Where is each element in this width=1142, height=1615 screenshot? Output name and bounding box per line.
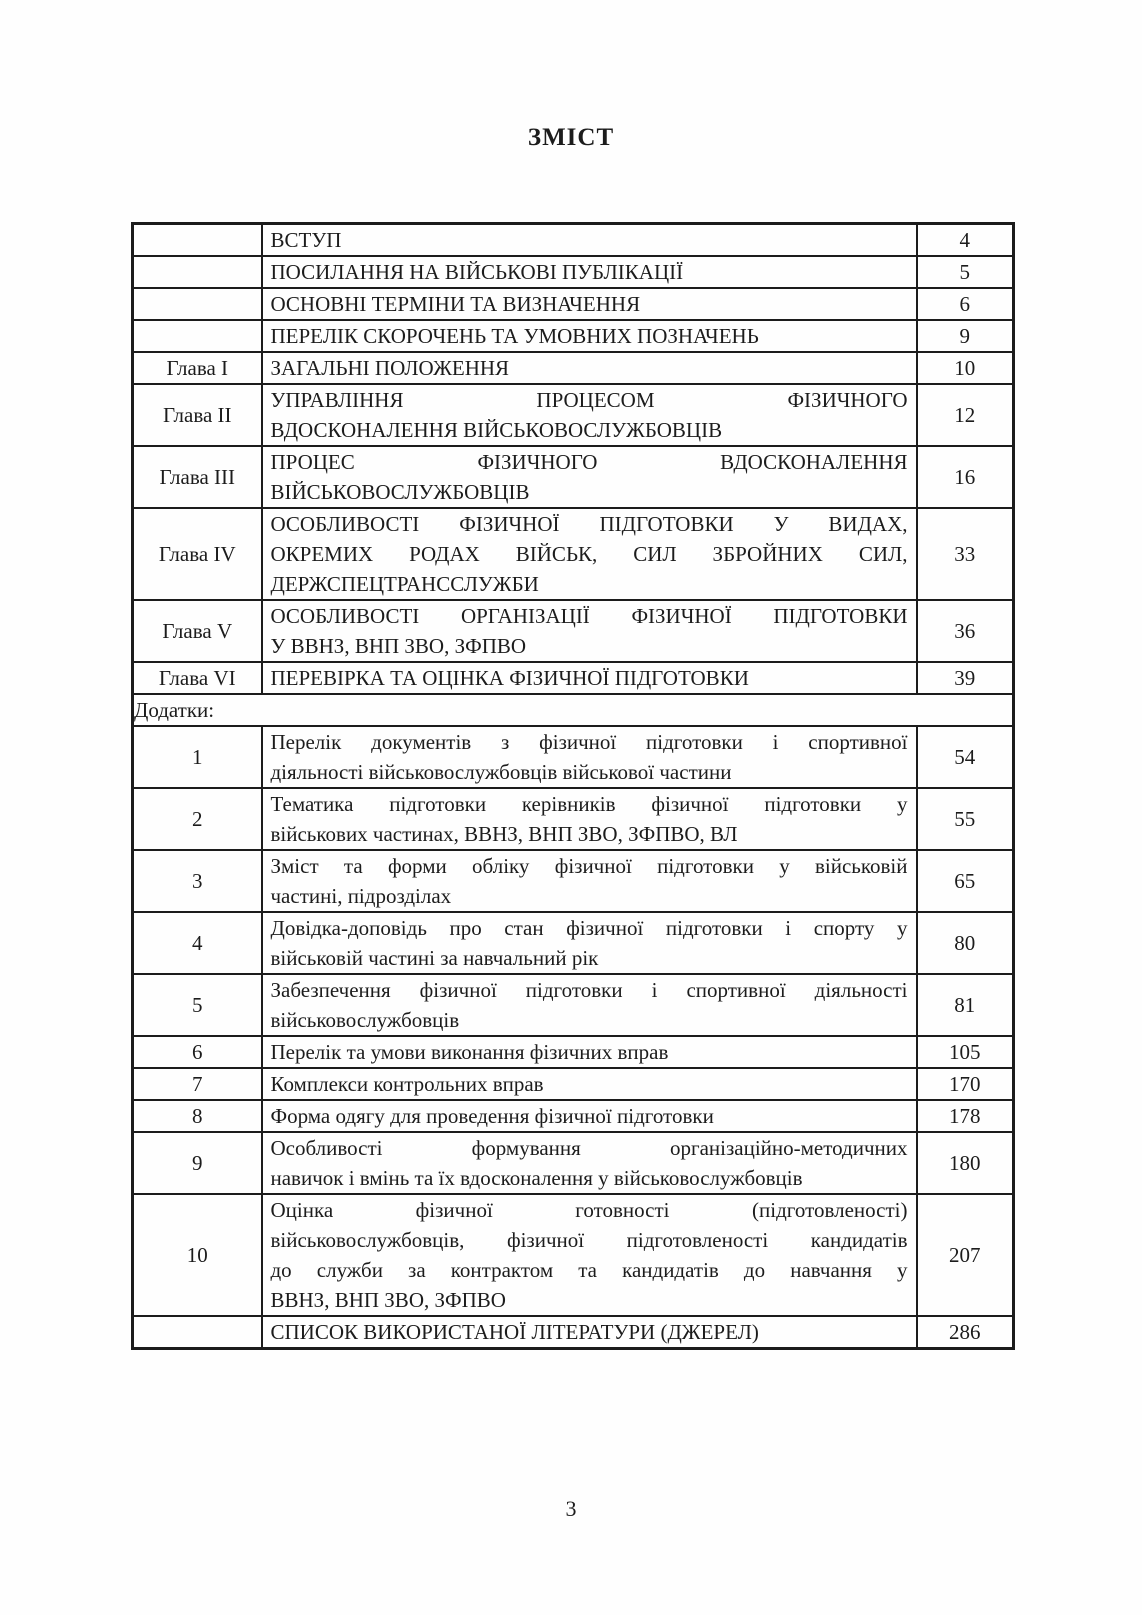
entry-title-line: ПРОЦЕС ФІЗИЧНОГО ВДОСКОНАЛЕННЯ bbox=[270, 450, 908, 474]
entry-title-line: СПИСОК ВИКОРИСТАНОЇ ЛІТЕРАТУРИ (ДЖЕРЕЛ) bbox=[270, 1320, 759, 1344]
entry-title-cell bbox=[262, 974, 917, 1036]
footer-page-number: 3 bbox=[565, 1496, 577, 1521]
page-number-cell: 6 bbox=[917, 288, 1014, 320]
chapter-cell bbox=[133, 256, 262, 288]
chapter-cell bbox=[133, 1316, 262, 1349]
table-row bbox=[133, 600, 1014, 662]
page-number-cell: 9 bbox=[917, 320, 1014, 352]
page-number-cell: 55 bbox=[917, 788, 1014, 850]
entry-title-line: ОСОБЛИВОСТІ ФІЗИЧНОЇ ПІДГОТОВКИ У ВИДАХ, bbox=[270, 512, 908, 536]
page-number-cell: 12 bbox=[917, 384, 1014, 446]
appendix-number-cell: 3 bbox=[133, 850, 262, 912]
entry-title-cell bbox=[262, 1100, 917, 1132]
table-row bbox=[133, 224, 1014, 257]
entry-title-cell bbox=[262, 1316, 917, 1349]
page-title: ЗМІСТ bbox=[527, 124, 615, 151]
page-number-cell: 207 bbox=[917, 1194, 1014, 1316]
page-number-cell: 5 bbox=[917, 256, 1014, 288]
entry-title-cell bbox=[262, 320, 917, 352]
entry-title-line: військовослужбовців, фізичної підготовленості кандидатів bbox=[270, 1228, 908, 1252]
page-number-cell: 81 bbox=[917, 974, 1014, 1036]
entry-title-line: військовослужбовців bbox=[270, 1008, 460, 1032]
appendix-number-cell: 7 bbox=[133, 1068, 262, 1100]
chapter-cell bbox=[133, 288, 262, 320]
table-row bbox=[133, 352, 1014, 384]
entry-title-line: У ВВНЗ, ВНП ЗВО, ЗФПВО bbox=[270, 634, 527, 658]
table-row bbox=[133, 1068, 1014, 1100]
entry-title-line: Форма одягу для проведення фізичної підготовки bbox=[270, 1104, 714, 1128]
table-row bbox=[133, 1036, 1014, 1068]
table-row bbox=[133, 726, 1014, 788]
entry-title-cell bbox=[262, 446, 917, 508]
entry-title-line: Перелік та умови виконання фізичних вправ bbox=[270, 1040, 669, 1064]
entry-title-line: ЗАГАЛЬНІ ПОЛОЖЕННЯ bbox=[270, 356, 510, 380]
page-number-cell: 170 bbox=[917, 1068, 1014, 1100]
entry-title-cell bbox=[262, 726, 917, 788]
table-row bbox=[133, 1100, 1014, 1132]
appendix-number-cell: 6 bbox=[133, 1036, 262, 1068]
page-number-cell: 65 bbox=[917, 850, 1014, 912]
section-row bbox=[133, 694, 1014, 726]
appendix-number-cell: 2 bbox=[133, 788, 262, 850]
table-row bbox=[133, 384, 1014, 446]
table-row bbox=[133, 508, 1014, 600]
entry-title-line: Комплекси контрольних вправ bbox=[270, 1072, 544, 1096]
entry-title-cell bbox=[262, 1068, 917, 1100]
entry-title-line: частині, підрозділах bbox=[270, 884, 452, 908]
entry-title-line: ВВНЗ, ВНП ЗВО, ЗФПВО bbox=[270, 1288, 506, 1312]
entry-title-cell bbox=[262, 384, 917, 446]
entry-title-line: Оцінка фізичної готовності (підготовленості) bbox=[270, 1198, 908, 1222]
table-row bbox=[133, 788, 1014, 850]
chapter-cell: Глава III bbox=[133, 446, 262, 508]
entry-title-cell bbox=[262, 1132, 917, 1194]
entry-title-cell bbox=[262, 850, 917, 912]
page-number-cell: 286 bbox=[917, 1316, 1014, 1349]
table-row bbox=[133, 974, 1014, 1036]
chapter-cell: Глава V bbox=[133, 600, 262, 662]
entry-title-cell bbox=[262, 912, 917, 974]
chapter-cell: Глава I bbox=[133, 352, 262, 384]
entry-title-cell bbox=[262, 256, 917, 288]
entry-title-line: УПРАВЛІННЯ ПРОЦЕСОМ ФІЗИЧНОГО bbox=[270, 388, 908, 412]
entry-title-line: військовій частині за навчальний рік bbox=[270, 946, 599, 970]
page-number-cell: 105 bbox=[917, 1036, 1014, 1068]
table-row bbox=[133, 446, 1014, 508]
table-row bbox=[133, 1316, 1014, 1349]
appendix-number-cell: 5 bbox=[133, 974, 262, 1036]
entry-title-cell bbox=[262, 788, 917, 850]
page-number-cell: 39 bbox=[917, 662, 1014, 694]
appendix-number-cell: 4 bbox=[133, 912, 262, 974]
entry-title-line: ОСОБЛИВОСТІ ОРГАНІЗАЦІЇ ФІЗИЧНОЇ ПІДГОТОВКИ bbox=[270, 604, 908, 628]
page-number-cell: 36 bbox=[917, 600, 1014, 662]
appendix-number-cell: 9 bbox=[133, 1132, 262, 1194]
table-row bbox=[133, 1132, 1014, 1194]
section-label: Додатки: bbox=[133, 694, 1014, 726]
page-number-cell: 33 bbox=[917, 508, 1014, 600]
appendix-number-cell: 1 bbox=[133, 726, 262, 788]
toc-table bbox=[131, 222, 1015, 1350]
chapter-cell bbox=[133, 320, 262, 352]
entry-title-line: ПОСИЛАННЯ НА ВІЙСЬКОВІ ПУБЛІКАЦІЇ bbox=[270, 260, 684, 284]
entry-title-cell bbox=[262, 600, 917, 662]
entry-title-line: ВСТУП bbox=[270, 228, 342, 252]
entry-title-cell bbox=[262, 352, 917, 384]
table-row bbox=[133, 320, 1014, 352]
table-row bbox=[133, 288, 1014, 320]
entry-title-line: Особливості формування організаційно-методичних bbox=[270, 1136, 908, 1160]
entry-title-cell bbox=[262, 1194, 917, 1316]
page-number-cell: 4 bbox=[917, 224, 1014, 257]
entry-title-line: Довідка-доповідь про стан фізичної підготовки і спорту у bbox=[270, 916, 908, 940]
appendix-number-cell: 10 bbox=[133, 1194, 262, 1316]
page-number-cell: 54 bbox=[917, 726, 1014, 788]
entry-title-cell bbox=[262, 662, 917, 694]
entry-title-line: ПЕРЕЛІК СКОРОЧЕНЬ ТА УМОВНИХ ПОЗНАЧЕНЬ bbox=[270, 324, 759, 348]
page-number-cell: 16 bbox=[917, 446, 1014, 508]
entry-title-line: Забезпечення фізичної підготовки і спортивної діяльності bbox=[270, 978, 908, 1002]
table-row bbox=[133, 256, 1014, 288]
page-number-cell: 178 bbox=[917, 1100, 1014, 1132]
appendix-number-cell: 8 bbox=[133, 1100, 262, 1132]
entry-title-line: Перелік документів з фізичної підготовки і спортивної bbox=[270, 730, 908, 754]
chapter-cell: Глава IV bbox=[133, 508, 262, 600]
entry-title-line: навичок і вмінь та їх вдосконалення у військовослужбовців bbox=[270, 1166, 803, 1190]
page-number-cell: 80 bbox=[917, 912, 1014, 974]
entry-title-line: ОСНОВНІ ТЕРМІНИ ТА ВИЗНАЧЕННЯ bbox=[270, 292, 641, 316]
entry-title-line: діяльності військовослужбовців військової частини bbox=[270, 760, 732, 784]
entry-title-line: військових частинах, ВВНЗ, ВНП ЗВО, ЗФПВО, ВЛ bbox=[270, 822, 738, 846]
chapter-cell bbox=[133, 224, 262, 257]
entry-title-line: Зміст та форми обліку фізичної підготовки у військовій bbox=[270, 854, 908, 878]
entry-title-cell bbox=[262, 288, 917, 320]
page-number-cell: 180 bbox=[917, 1132, 1014, 1194]
entry-title-line: ПЕРЕВІРКА ТА ОЦІНКА ФІЗИЧНОЇ ПІДГОТОВКИ bbox=[270, 666, 749, 690]
entry-title-cell bbox=[262, 224, 917, 257]
entry-title-cell bbox=[262, 1036, 917, 1068]
table-row bbox=[133, 1194, 1014, 1316]
table-row bbox=[133, 662, 1014, 694]
entry-title-line: ДЕРЖСПЕЦТРАНССЛУЖБИ bbox=[270, 572, 539, 596]
table-row bbox=[133, 850, 1014, 912]
entry-title-line: ВІЙСЬКОВОСЛУЖБОВЦІВ bbox=[270, 480, 530, 504]
entry-title-line: ОКРЕМИХ РОДАХ ВІЙСЬК, СИЛ ЗБРОЙНИХ СИЛ, bbox=[270, 542, 908, 566]
entry-title-line: Тематика підготовки керівників фізичної підготовки у bbox=[270, 792, 908, 816]
chapter-cell: Глава VI bbox=[133, 662, 262, 694]
entry-title-line: до служби за контрактом та кандидатів до навчання у bbox=[270, 1258, 908, 1282]
chapter-cell: Глава II bbox=[133, 384, 262, 446]
page-number-cell: 10 bbox=[917, 352, 1014, 384]
entry-title-cell bbox=[262, 508, 917, 600]
table-row bbox=[133, 912, 1014, 974]
entry-title-line: ВДОСКОНАЛЕННЯ ВІЙСЬКОВОСЛУЖБОВЦІВ bbox=[270, 418, 723, 442]
